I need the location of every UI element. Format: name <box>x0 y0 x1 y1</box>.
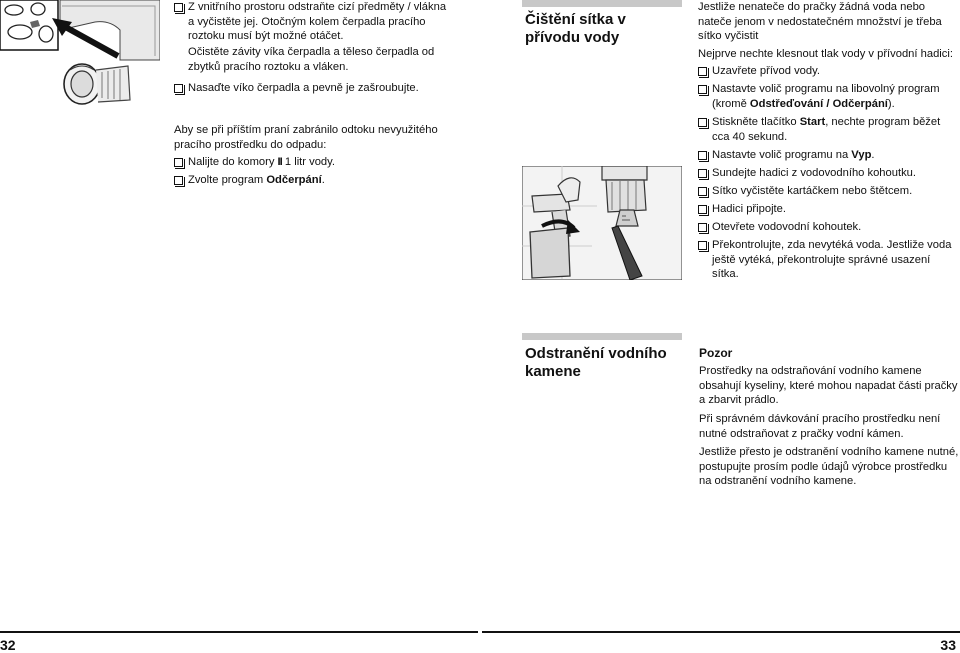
item-text-prefix: Nalijte do komory <box>188 156 278 168</box>
section-bar-filter <box>522 0 682 7</box>
checklist-item-filter-step <box>698 64 960 79</box>
checkbox-icon <box>698 241 707 250</box>
paragraph-text: Očistěte závity víka čerpadla a těleso čerpadla od zbytků pracího roztoku a vláken. <box>188 46 435 73</box>
caution-title: Pozor <box>699 346 733 360</box>
paragraph-text: Aby se při příštím praní zabránilo odtoku nevyužitého pracího prostředku do odpadu: <box>174 124 438 151</box>
checklist-item-filter-step <box>698 202 960 217</box>
paragraph-text: Nejprve nechte klesnout tlak vody v přívodní hadici: <box>698 48 953 60</box>
item-text-suffix: ). <box>887 97 895 110</box>
program-name: Odčerpání <box>266 174 322 186</box>
page-number-right: 33 <box>940 637 956 653</box>
checkbox-icon <box>174 176 183 185</box>
checklist-item-filter-step <box>698 82 960 111</box>
paragraph-text: Jestliže přesto je odstranění vodního kamene nutné, postupujte prosím podle údajů výrobce prostředku na odstranění vodního kamene. <box>699 446 959 488</box>
item-text-prefix: Zvolte program <box>188 174 267 186</box>
checklist-item-filter-step <box>698 220 960 235</box>
item-text-prefix: Nastavte volič programu na <box>712 149 852 161</box>
checklist-item-refit-cap <box>174 81 454 96</box>
item-text-prefix: Nastavte volič programu na libovolný program (kromě <box>712 83 940 110</box>
item-text-prefix: Uzavřete přívod vody. <box>712 65 820 77</box>
item-text-suffix: , nechte program běžet cca 40 sekund. <box>712 116 941 143</box>
checklist-item-filter-step <box>698 238 960 282</box>
checkbox-icon <box>698 205 707 214</box>
footer-rule-left <box>0 631 478 633</box>
checkbox-icon <box>698 67 707 76</box>
paragraph-pressure-note <box>698 47 960 62</box>
heading-filter-cleaning: Čištění sítka v přívodu vody <box>525 11 626 46</box>
checkbox-icon <box>698 118 707 127</box>
paragraph-text: Jestliže nenateče do pračky žádná voda nebo nateče jenom v nedostatečném množství je třeba sítko vyčistit <box>698 1 942 43</box>
checklist-item-filter-step <box>698 166 960 181</box>
caution-paragraph <box>699 412 960 441</box>
item-text-prefix: Hadici připojte. <box>712 203 786 215</box>
checklist-item-filter-step <box>698 184 960 199</box>
item-text: Nasaďte víko čerpadla a pevně je zašroubujte. <box>188 82 419 94</box>
item-text-suffix: . <box>871 149 875 161</box>
paragraph-text: Prostředky na odstraňování vodního kamene obsahují kyseliny, které mohou napadat části pračky a zbarvit prádlo. <box>699 365 958 407</box>
item-text-prefix: Překontrolujte, zda nevytéká voda. Jestliže voda ještě vytéká, překontrolujte správné usazení sítka. <box>712 239 952 281</box>
paragraph-text: Při správném dávkování pracího prostředku není nutné odstraňovat z pračky vodní kámen. <box>699 413 941 440</box>
checkbox-icon <box>174 84 183 93</box>
checklist-item-fill-water <box>174 155 454 170</box>
item-text-prefix: Sítko vyčistěte kartáčkem nebo štětcem. <box>712 185 913 197</box>
checklist-item-filter-step <box>698 148 960 163</box>
checkbox-icon <box>698 151 707 160</box>
item-text-prefix: Sundejte hadici z vodovodního kohoutku. <box>712 167 917 179</box>
heading-descaling: Odstranění vodního kamene <box>525 345 667 380</box>
page-number-left: 32 <box>0 637 16 653</box>
item-text: Z vnitřního prostoru odstraňte cizí předměty / vlákna a vyčistěte jej. Otočným kolem čerpadla pracího roztoku musí být možné otáčet. <box>188 1 447 43</box>
item-text-suffix: 1 litr vody. <box>281 156 336 168</box>
item-text-bold: Vyp <box>851 149 872 161</box>
checklist-item-clean-interior <box>174 0 454 44</box>
drain-pump-illustration-icon <box>0 0 160 108</box>
item-text-suffix: . <box>321 174 325 186</box>
water-tap-filter-illustration-icon <box>522 166 682 280</box>
item-text-prefix: Stiskněte tlačítko <box>712 116 800 128</box>
item-text-bold: Odstřeďování / Odčerpání <box>749 97 888 110</box>
compartment-symbol: II <box>277 156 282 168</box>
footer-rule-right <box>482 631 960 633</box>
section-bar-descaling <box>522 333 682 340</box>
checkbox-icon <box>174 158 183 167</box>
checkbox-icon <box>698 85 707 94</box>
caution-paragraph <box>699 445 960 489</box>
checkbox-icon <box>698 223 707 232</box>
checklist-item-filter-step <box>698 115 960 144</box>
checklist-item-select-program <box>174 173 454 188</box>
paragraph-filter-intro <box>698 0 960 44</box>
checkbox-icon <box>174 3 183 12</box>
caution-paragraph <box>699 364 960 408</box>
paragraph-clean-threads <box>188 45 458 74</box>
paragraph-prevent-drain <box>174 123 454 152</box>
checkbox-icon <box>698 169 707 178</box>
item-text-prefix: Otevřete vodovodní kohoutek. <box>712 221 862 233</box>
item-text-bold: Start <box>799 116 826 128</box>
checkbox-icon <box>698 187 707 196</box>
